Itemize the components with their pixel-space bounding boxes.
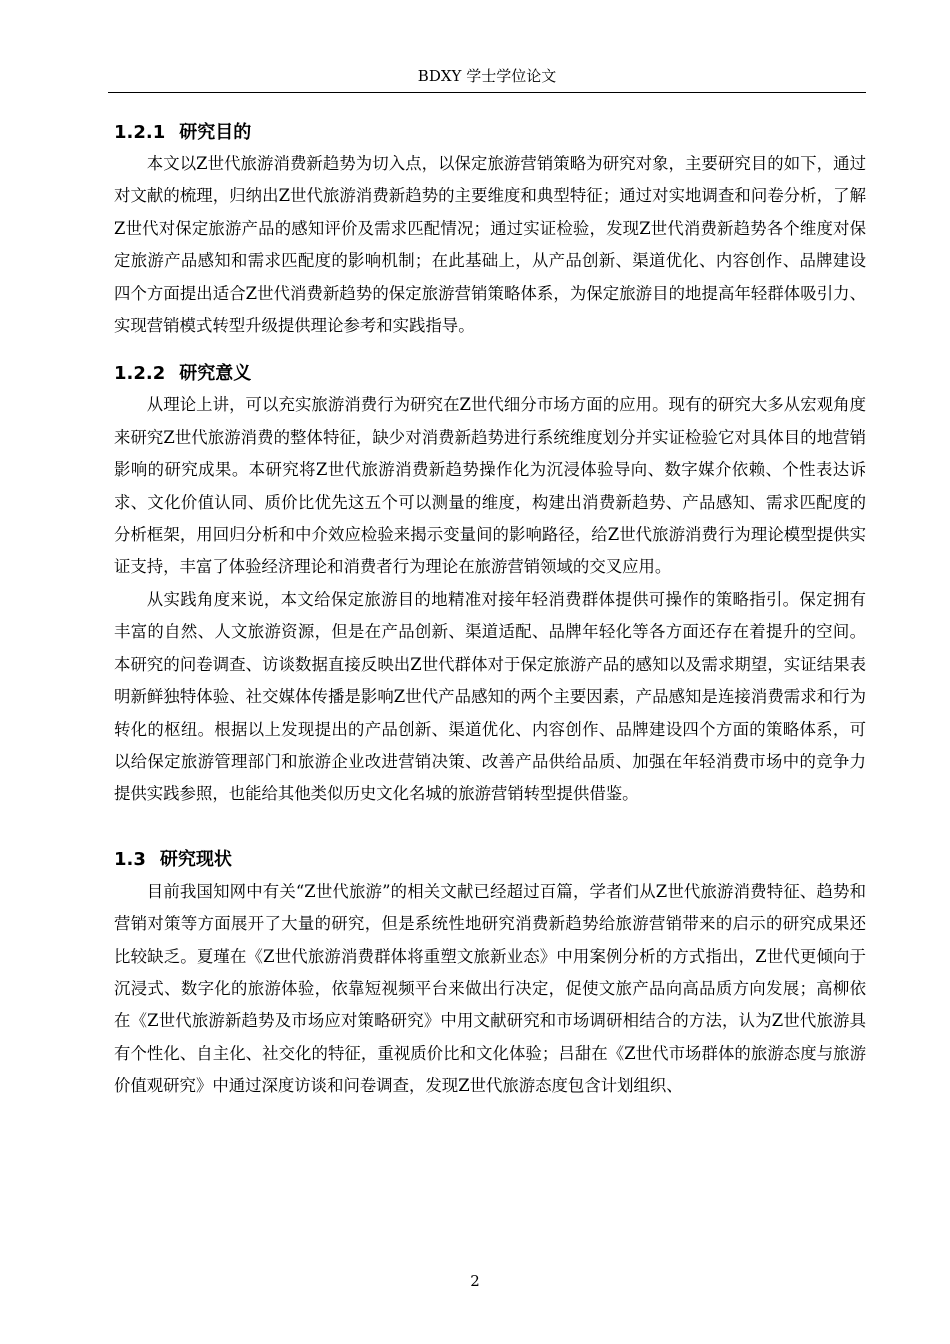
document-body [114,110,866,1103]
section-title: 研究目的 [179,122,252,143]
section-number: 1.3 [114,848,146,870]
section-heading-1-2-1 [114,120,866,146]
page-number: 2 [470,1272,480,1290]
section-heading-1-2-2 [114,361,866,387]
paragraph: 从实践角度来说，本文给保定旅游目的地精准对接年轻消费群体提供可操作的策略指引。保定拥有丰富的自然、人文旅游资源，但是在产品创新、渠道适配、品牌年轻化等各方面还存在着提升的空间。本研究的问卷调查、访谈数据直接反映出Z世代群体对于保定旅游产品的感知以及需求期望，实证结果表明新鲜独特体验、社交媒体传播是影响Z世代产品感知的两个主要因素，产品感知是连接消费需求和行为转化的枢纽。根据以上发现提出的产品创新、渠道优化、内容创作、品牌建设四个方面的策略体系，可以给保定旅游管理部门和旅游企业改进营销决策、改善产品供给品质、加强在年轻消费市场中的竞争力提供实践参照，也能给其他类似历史文化名城的旅游营销转型提供借鉴。 [114,589,866,804]
section-number: 1.2.1 [114,122,166,143]
section-number: 1.2.2 [114,363,166,385]
paragraph: 目前我国知网中有关“Z世代旅游”的相关文献已经超过百篇，学者们从Z世代旅游消费特征、趋势和营销对策等方面展开了大量的研究，但是系统性地研究消费新趋势给旅游营销带来的启示的研究成果还比较缺乏。夏瑾在《Z世代旅游消费群体将重塑文旅新业态》中用案例分析的方式指出，Z世代更倾向于沉浸式、数字化的旅游体验，依靠短视频平台来做出行决定，促使文旅产品向高品质方向发展；高柳依在《Z世代旅游新趋势及市场应对策略研究》中用文献研究和市场调研相结合的方法，认为Z世代旅游具有个性化、自主化、社交化的特征，重视质价比和文化体验；吕甜在《Z世代市场群体的旅游态度与旅游价值观研究》中通过深度访谈和问卷调查，发现Z世代旅游态度包含计划组织、 [114,881,866,1096]
section-title: 研究意义 [179,363,252,385]
section-title: 研究现状 [159,848,232,870]
section-heading-1-3 [114,847,866,873]
page-header [108,66,866,93]
paragraph: 本文以Z世代旅游消费新趋势为切入点，以保定旅游营销策略为研究对象，主要研究目的如下，通过对文献的梳理，归纳出Z世代旅游消费新趋势的主要维度和典型特征；通过对实地调查和问卷分析，了解Z世代对保定旅游产品的感知评价及需求匹配情况；通过实证检验，发现Z世代消费新趋势各个维度对保定旅游产品感知和需求匹配度的影响机制；在此基础上，从产品创新、渠道优化、内容创作、品牌建设四个方面提出适合Z世代消费新趋势的保定旅游营销策略体系，为保定旅游目的地提高年轻群体吸引力、实现营销模式转型升级提供理论参考和实践指导。 [114,154,866,336]
header-title: BDXY 学士学位论文 [417,67,557,85]
paragraph: 从理论上讲，可以充实旅游消费行为研究在Z世代细分市场方面的应用。现有的研究大多从宏观角度来研究Z世代旅游消费的整体特征，缺少对消费新趋势进行系统维度划分并实证检验它对具体目的地营销影响的研究成果。本研究将Z世代旅游消费新趋势操作化为沉浸体验导向、数字媒介依赖、个性表达诉求、文化价值认同、质价比优先这五个可以测量的维度，构建出消费新趋势、产品感知、需求匹配度的分析框架，用回归分析和中介效应检验来揭示变量间的影响路径，给Z世代旅游消费行为理论模型提供实证支持，丰富了体验经济理论和消费者行为理论在旅游营销领域的交叉应用。 [114,395,866,577]
